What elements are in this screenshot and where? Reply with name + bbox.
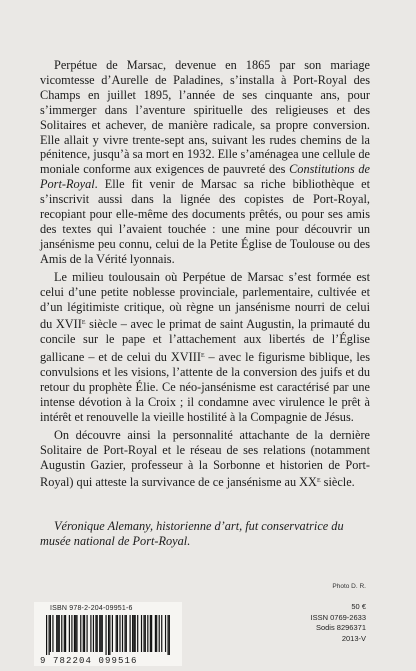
barcode-bar xyxy=(97,615,98,652)
price: 50 € xyxy=(351,602,366,611)
barcode-bar xyxy=(117,615,118,652)
barcode-bar xyxy=(159,615,160,652)
barcode-bar xyxy=(49,615,50,655)
barcode-bar xyxy=(124,615,125,652)
barcode-bar xyxy=(109,615,110,655)
barcode-bar xyxy=(137,615,138,652)
barcode-bar xyxy=(130,615,131,652)
barcode-bar xyxy=(155,615,156,652)
barcode-bar xyxy=(102,615,103,652)
barcode-bar xyxy=(74,615,75,652)
ean-digits: 9 782204 099516 xyxy=(40,656,138,666)
barcode-bar xyxy=(61,615,62,652)
barcode-bar xyxy=(99,615,100,652)
barcode-bar xyxy=(161,615,162,652)
barcode-bar xyxy=(64,615,65,652)
barcode-bar xyxy=(100,615,101,652)
barcode-bar xyxy=(46,615,47,655)
barcode-bar xyxy=(52,615,53,652)
barcode-bar xyxy=(95,615,96,652)
italic-title: Constitutions de Port-Royal xyxy=(40,162,371,192)
barcode-bar xyxy=(156,615,157,652)
barcode-bar xyxy=(86,615,87,652)
century-numeral: XVIII xyxy=(170,350,201,365)
barcode-bar xyxy=(108,615,109,655)
barcode-icon xyxy=(46,615,170,655)
barcode-area xyxy=(34,602,182,666)
barcode-bar xyxy=(93,615,94,652)
barcode-bar xyxy=(122,615,123,652)
barcode-bar xyxy=(141,615,142,652)
barcode-bar xyxy=(56,615,57,652)
edition-code: 2013-V xyxy=(341,633,366,643)
barcode-bar xyxy=(59,615,60,652)
barcode-bar xyxy=(116,615,117,652)
barcode-bar xyxy=(119,615,120,652)
barcode-bar xyxy=(112,615,113,652)
barcode-bar xyxy=(69,615,70,652)
century-numeral: XVII xyxy=(55,317,82,332)
barcode-bar xyxy=(147,615,148,652)
barcode-bar xyxy=(132,615,133,652)
isbn-label: ISBN 978-2-204-09951-6 xyxy=(50,605,133,612)
barcode-bar xyxy=(84,615,85,652)
issn: ISSN 0769-2633 xyxy=(310,612,366,622)
barcode-bar xyxy=(150,615,151,652)
barcode-bar xyxy=(83,615,84,652)
paragraph-3: On découvre ainsi la personnalité attachante de la dernière Solitaire de Port-Royal et le réseau de ses relations (notamment Augustin Gazier, professeur à la Sorbonne et historien de Port-Royal) qui atteste la survivance de ce jansénisme au XXe siècle. xyxy=(40,427,370,490)
barcode-bar xyxy=(75,615,76,652)
barcode-bar xyxy=(50,615,51,652)
barcode-bar xyxy=(57,615,58,652)
barcode-bar xyxy=(126,615,127,652)
barcode-bar xyxy=(143,615,144,652)
barcode-bar xyxy=(135,615,136,652)
barcode-bar xyxy=(169,615,170,655)
summary-text xyxy=(40,58,370,490)
barcode-bar xyxy=(133,615,134,652)
barcode-bar xyxy=(151,615,152,652)
paragraph-2: Le milieu toulousain où Perpétue de Marsac s’est formée est celui d’une petite noblesse provinciale, parlementaire, cultivée et d’un légitimiste critique, où règne un jansénisme nourri de celui du XVIIe siècle – avec le primat de saint Augustin, la primauté du concile sur le pape et l’attachement aux libertés de l’Église gallicane – et de celui du XVIIIe – avec le figurisme biblique, les convulsions et les visions, l’attente de la conversion des juifs et du retour du prophète Élie. Ce néo-jansénisme est caractérisé par une intense dévotion à la Croix ; il condamne avec virulence le prêt à intérêt et renouvelle la vieille hostilité à la Compagnie de Jésus. xyxy=(40,269,370,424)
barcode-bar xyxy=(65,615,66,652)
author-note: Véronique Alemany, historienne d’art, fut conservatrice du musée national de Port-Royal. xyxy=(40,519,344,548)
barcode-bar xyxy=(105,615,106,655)
barcode-bar xyxy=(71,615,72,652)
barcode-bar xyxy=(145,615,146,652)
barcode-bar xyxy=(165,615,166,652)
publication-info xyxy=(311,602,366,644)
barcode-bar xyxy=(90,615,91,652)
barcode-bar xyxy=(80,615,81,652)
photo-credit: Photo D. R. xyxy=(332,583,366,590)
barcode-bar xyxy=(167,615,168,655)
century-numeral: XX xyxy=(299,475,317,490)
barcode-bar xyxy=(76,615,77,652)
paragraph-1: Perpétue de Marsac, devenue en 1865 par son mariage vicomtesse d’Aurelle de Paladines, s’installa à Port-Royal des Champs en juillet 1895, l’année de ses cinquante ans, pour s’immerger dans l’aventure spirituelle des religieuses et des Solitaires et achever, de manière radicale, sa propre conversion. Elle allait y vivre trente-sept ans, suivant les rudes chemins de la pénitence, jusqu’à sa mort en 1932. Elle s’aménagea une cellule de moniale conforme aux exigences de pauvreté des Constitutions de Port-Royal. Elle fit venir de Marsac sa riche bibliothèque et s’inscrivit aussi dans la lignée des copistes de Port-Royal, recopiant pour elle-même des documents prêtés, ou pour ses amis des textes qui l’avaient touchée : une mine pour découvrir un jansénisme peu connu, celui de la Petite Église de Toulouse ou des Amis de la Vérité lyonnais. xyxy=(40,58,371,266)
sodis-code: Sodis 8296371 xyxy=(315,623,366,632)
